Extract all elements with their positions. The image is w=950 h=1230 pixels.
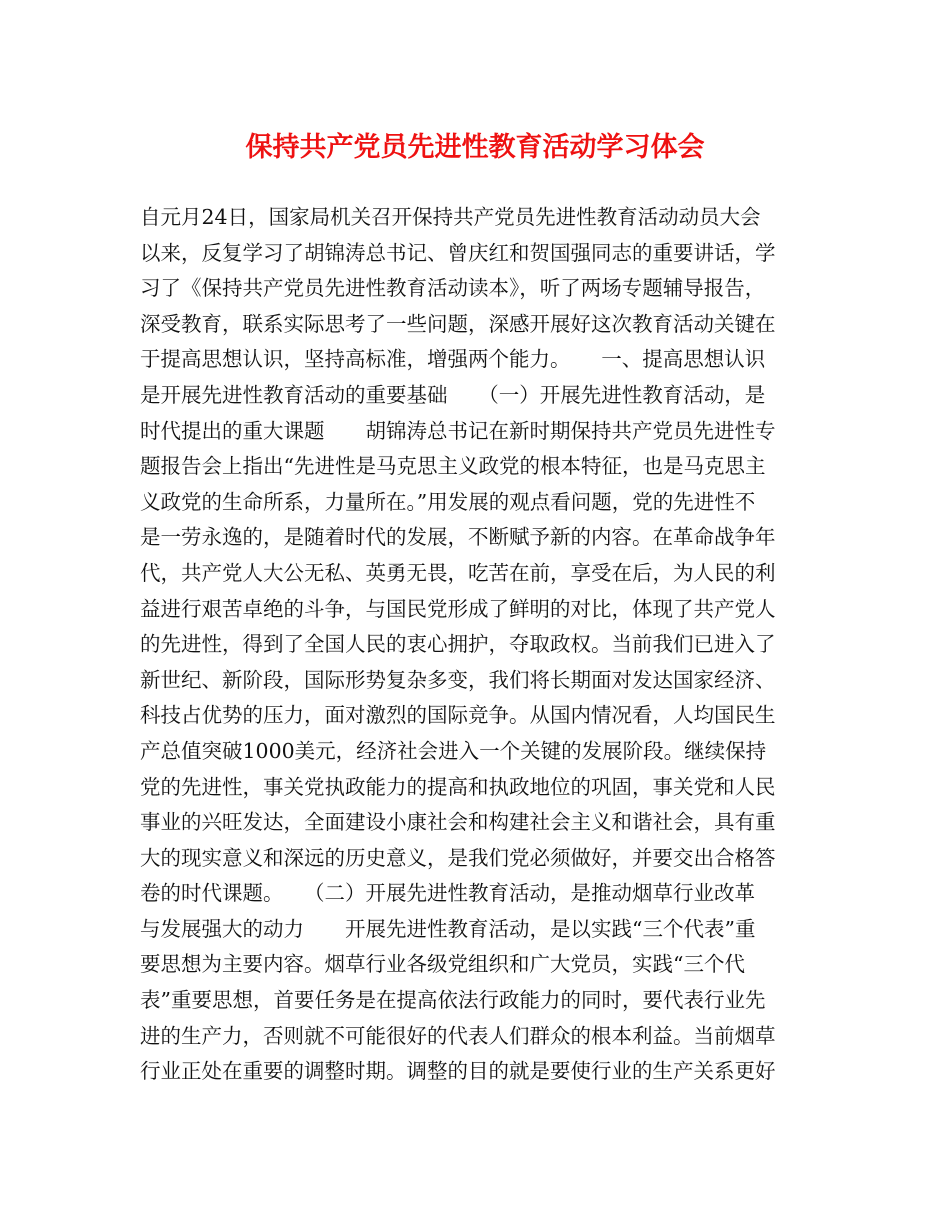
body-line: 益进行艰苦卓绝的斗争，与国民党形成了鲜明的对比，体现了共产党人 bbox=[140, 596, 776, 621]
body-line: 进的生产力，否则就不可能很好的代表人们群众的根本利益。当前烟草 bbox=[140, 1023, 776, 1048]
body-line: 时代提出的重大课题 胡锦涛总书记在新时期保持共产党员先进性专 bbox=[140, 418, 776, 443]
body-line: 以来，反复学习了胡锦涛总书记、曾庆红和贺国强同志的重要讲话，学 bbox=[140, 240, 776, 265]
body-line: 行业正处在重要的调整时期。调整的目的就是要使行业的生产关系更好 bbox=[140, 1059, 776, 1084]
body-line: 自元月24日，国家局机关召开保持共产党员先进性教育活动动员大会 bbox=[140, 205, 761, 229]
body-line: 表”重要思想，首要任务是在提高依法行政能力的同时，要代表行业先 bbox=[140, 988, 766, 1013]
body-line: 事业的兴旺发达，全面建设小康社会和构建社会主义和谐社会，具有重 bbox=[140, 810, 776, 835]
body-line: 党的先进性，事关党执政能力的提高和执政地位的巩固，事关党和人民 bbox=[140, 774, 776, 799]
body-line: 要思想为主要内容。烟草行业各级党组织和广大党员，实践“三个代 bbox=[140, 952, 745, 977]
body-line: 的先进性，得到了全国人民的衷心拥护，夺取政权。当前我们已进入了 bbox=[140, 632, 776, 657]
body-line: 卷的时代课题。 （二）开展先进性教育活动，是推动烟草行业改革 bbox=[140, 881, 755, 906]
document-title: 保持共产党员先进性教育活动学习体会 bbox=[245, 132, 705, 163]
body-line: 科技占优势的压力，面对激烈的国际竞争。从国内情况看，人均国民生 bbox=[140, 703, 776, 728]
body-line: 义政党的生命所系，力量所在。”用发展的观点看问题，党的先进性不 bbox=[140, 489, 756, 514]
body-line: 代，共产党人大公无私、英勇无畏，吃苦在前，享受在后，为人民的利 bbox=[140, 560, 776, 585]
body-line: 于提高思想认识，坚持高标准，增强两个能力。 一、提高思想认识 bbox=[140, 347, 766, 372]
body-line: 题报告会上指出“先进性是马克思主义政党的根本特征，也是马克思主 bbox=[140, 454, 766, 479]
body-line: 深受教育，联系实际思考了一些问题，深感开展好这次教育活动关键在 bbox=[140, 311, 776, 336]
body-line: 新世纪、新阶段，国际形势复杂多变，我们将长期面对发达国家经济、 bbox=[140, 667, 776, 692]
body-line: 是一劳永逸的，是随着时代的发展，不断赋予新的内容。在革命战争年 bbox=[140, 525, 776, 550]
body-line: 是开展先进性教育活动的重要基础 （一）开展先进性教育活动，是 bbox=[140, 382, 766, 407]
body-line: 产总值突破1000美元，经济社会进入一个关键的发展阶段。继续保持 bbox=[140, 738, 767, 763]
document-body bbox=[140, 200, 820, 1090]
body-line: 习了《保持共产党员先进性教育活动读本》，听了两场专题辅导报告， bbox=[140, 276, 766, 301]
body-line: 大的现实意义和深远的历史意义，是我们党必须做好，并要交出合格答 bbox=[140, 845, 776, 870]
body-line: 与发展强大的动力 开展先进性教育活动，是以实践“三个代表”重 bbox=[140, 916, 756, 941]
